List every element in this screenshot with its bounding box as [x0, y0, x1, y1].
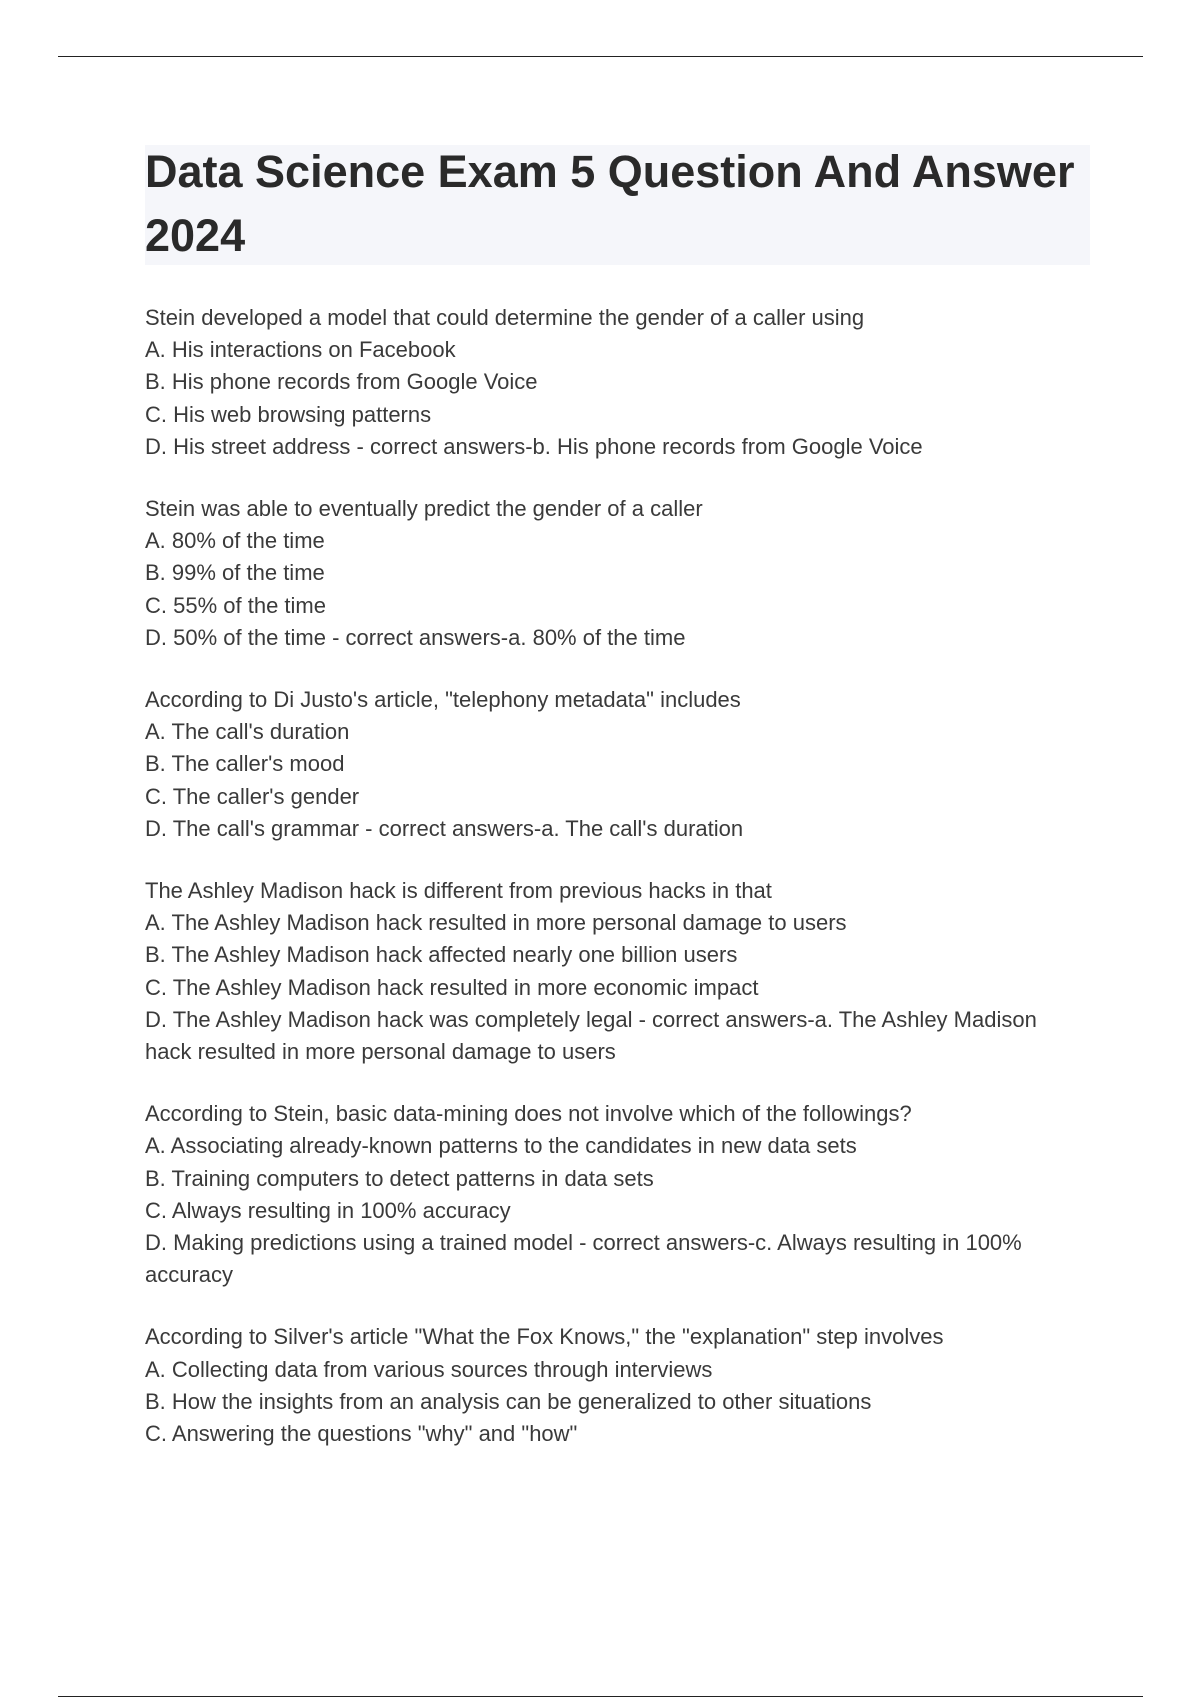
answer-option: A. The call's duration [145, 719, 350, 745]
answer-option-with-correct-answer: D. The call's grammar - correct answers-a. The call's duration [145, 815, 744, 841]
question-prompt: The Ashley Madison hack is different from previous hacks in that [145, 878, 772, 904]
question-prompt: Stein developed a model that could determine the gender of a caller using [145, 305, 865, 330]
question-block-4 [145, 875, 1065, 1068]
answer-option: C. 55% of the time [145, 592, 326, 618]
bottom-rule [58, 1696, 1143, 1697]
answer-option-with-correct-answer: D. Making predictions using a trained model - correct answers-c. Always resulting in 100% accuracy [145, 1230, 1022, 1288]
question-prompt: According to Stein, basic data-mining does not involve which of the followings? [145, 1101, 912, 1127]
answer-option: C. Answering the questions "why" and "how" [145, 1421, 578, 1447]
answer-option: B. 99% of the time [145, 560, 325, 586]
answer-option: B. Training computers to detect patterns in data sets [145, 1165, 654, 1191]
answer-option: C. The caller's gender [145, 783, 360, 809]
answer-option: C. Always resulting in 100% accuracy [145, 1197, 511, 1223]
answer-option: B. His phone records from Google Voice [145, 369, 538, 395]
answer-option-with-correct-answer: D. His street address - correct answers-b. His phone records from Google Voice [145, 433, 923, 459]
answer-option: B. How the insights from an analysis can be generalized to other situations [145, 1388, 872, 1414]
answer-option: C. His web browsing patterns [145, 401, 432, 427]
top-rule [58, 56, 1143, 57]
question-list [145, 302, 1065, 1480]
question-block-1 [145, 302, 1065, 463]
answer-option: B. The Ashley Madison hack affected nearly one billion users [145, 942, 738, 968]
page-title: Data Science Exam 5 Question And Answer 2024 [145, 146, 1075, 261]
question-block-3 [145, 684, 1065, 845]
question-block-6 [145, 1321, 1065, 1450]
question-prompt: Stein was able to eventually predict the gender of a caller [145, 496, 703, 522]
answer-option: A. His interactions on Facebook [145, 337, 456, 363]
answer-option: A. The Ashley Madison hack resulted in more personal damage to users [145, 910, 847, 936]
question-prompt: According to Di Justo's article, "telephony metadata" includes [145, 687, 741, 713]
question-prompt: According to Silver's article "What the Fox Knows," the "explanation" step involves [145, 1324, 944, 1350]
answer-option: B. The caller's mood [145, 751, 345, 777]
answer-option-with-correct-answer: D. The Ashley Madison hack was completely legal - correct answers-a. The Ashley Madison hack resulted in more personal damage to users [145, 1006, 1037, 1065]
question-block-5 [145, 1098, 1065, 1291]
question-block-2 [145, 493, 1065, 654]
answer-option: C. The Ashley Madison hack resulted in more economic impact [145, 974, 759, 1000]
answer-option-with-correct-answer: D. 50% of the time - correct answers-a. 80% of the time [145, 624, 686, 650]
answer-option: A. Collecting data from various sources through interviews [145, 1356, 713, 1382]
answer-option: A. Associating already-known patterns to the candidates in new data sets [145, 1133, 857, 1159]
answer-option: A. 80% of the time [145, 528, 325, 554]
